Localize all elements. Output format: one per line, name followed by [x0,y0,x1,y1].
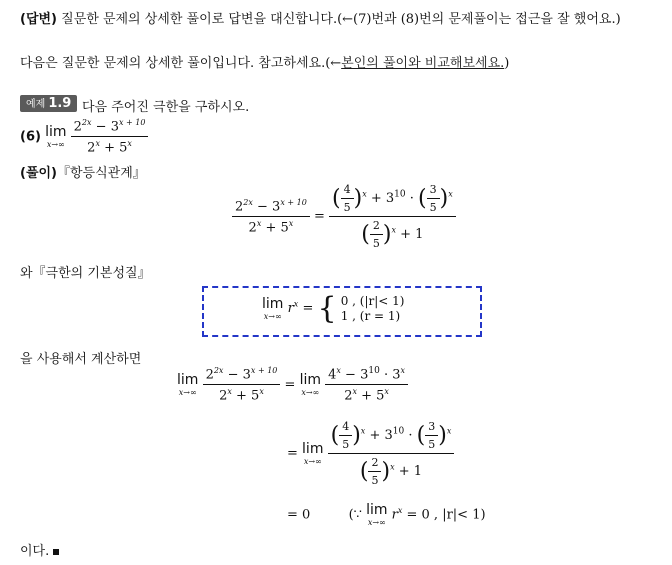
identity-rhs: ( $\frac{4}{5}$ )$^x + 3^{10}$ · ( $\frac{3}{5}$ )$^x$ ( $\frac{2}{5}$ )$^x$ + 1 [329,183,456,250]
problem-expression [20,118,148,156]
solution-heading [20,162,146,181]
intro-end: ) [504,56,510,71]
badge-number: 1.9 [48,96,72,111]
identity-label: 『항등식관계』 [57,166,146,181]
rule-lim: lim x→∞ [262,295,284,321]
problem-number: (6) [20,129,41,145]
identity-lhs: $\frac{2^{2x} - 3^{x + 10}}{2^x + 5^x}$ [232,198,310,236]
solution-tag: (풀이) [20,166,57,181]
answer-tag: (답변) [20,12,57,27]
rule-line: 와『극한의 기본성질』 [20,266,151,281]
end-text: 이다. [20,544,50,559]
calc-row-2: = lim x→∞ ( $\frac{4}{5}$ )$^x + 3^{10}$ · ( $\frac{3}{5}$ )$^x$ ( $\frac{2}{5}$ )$^x$ + 1 [287,420,454,487]
calc-row-3: = 0 (∵ lim x→∞ $r^x = 0$ , |r|< 1) [287,502,486,527]
badge-label: 예제 [26,99,46,110]
usage-line: 을 사용해서 계산하면 [20,352,142,367]
rule-cases: 0 , (|r|< 1) 1 , (r = 1) [340,293,405,323]
example-prompt: 다음 주어진 극한을 구하시오. [82,100,250,115]
answer-text: 질문한 문제의 상세한 풀이로 답변을 대신합니다.(←(7)번과 (8)번의 문제풀이는 접근을 잘 했어요.) [57,12,621,27]
answer-line [20,8,621,27]
end-line [20,540,59,559]
problem-fraction: $\frac{2^{2x} - 3^{x + 10}}{2^x + 5^x}$ [71,118,149,156]
intro-text: 다음은 질문한 문제의 상세한 풀이입니다. 참고하세요.(← [20,56,342,71]
end-square-icon [53,549,59,555]
equals-sign: = [313,209,325,224]
calc-row-1: lim x→∞ $\frac{2^{2x} - 3^{x + 10}}{2^x + 5^x}$ = lim x→∞ $\frac{4^x - 3^{10} \cdot 3^x}{2^x + 5^x}$ [177,366,408,404]
limit-rule: lim x→∞ $r^x$ = { 0 , (|r|< 1) 1 , (r = 1) [262,291,405,326]
intro-line [20,52,509,71]
compare-link[interactable]: 본인의 풀이와 비교해보세요. [341,56,505,71]
problem-lim: lim x→∞ [45,123,67,149]
example-badge [20,95,77,112]
identity-equation [232,183,456,250]
